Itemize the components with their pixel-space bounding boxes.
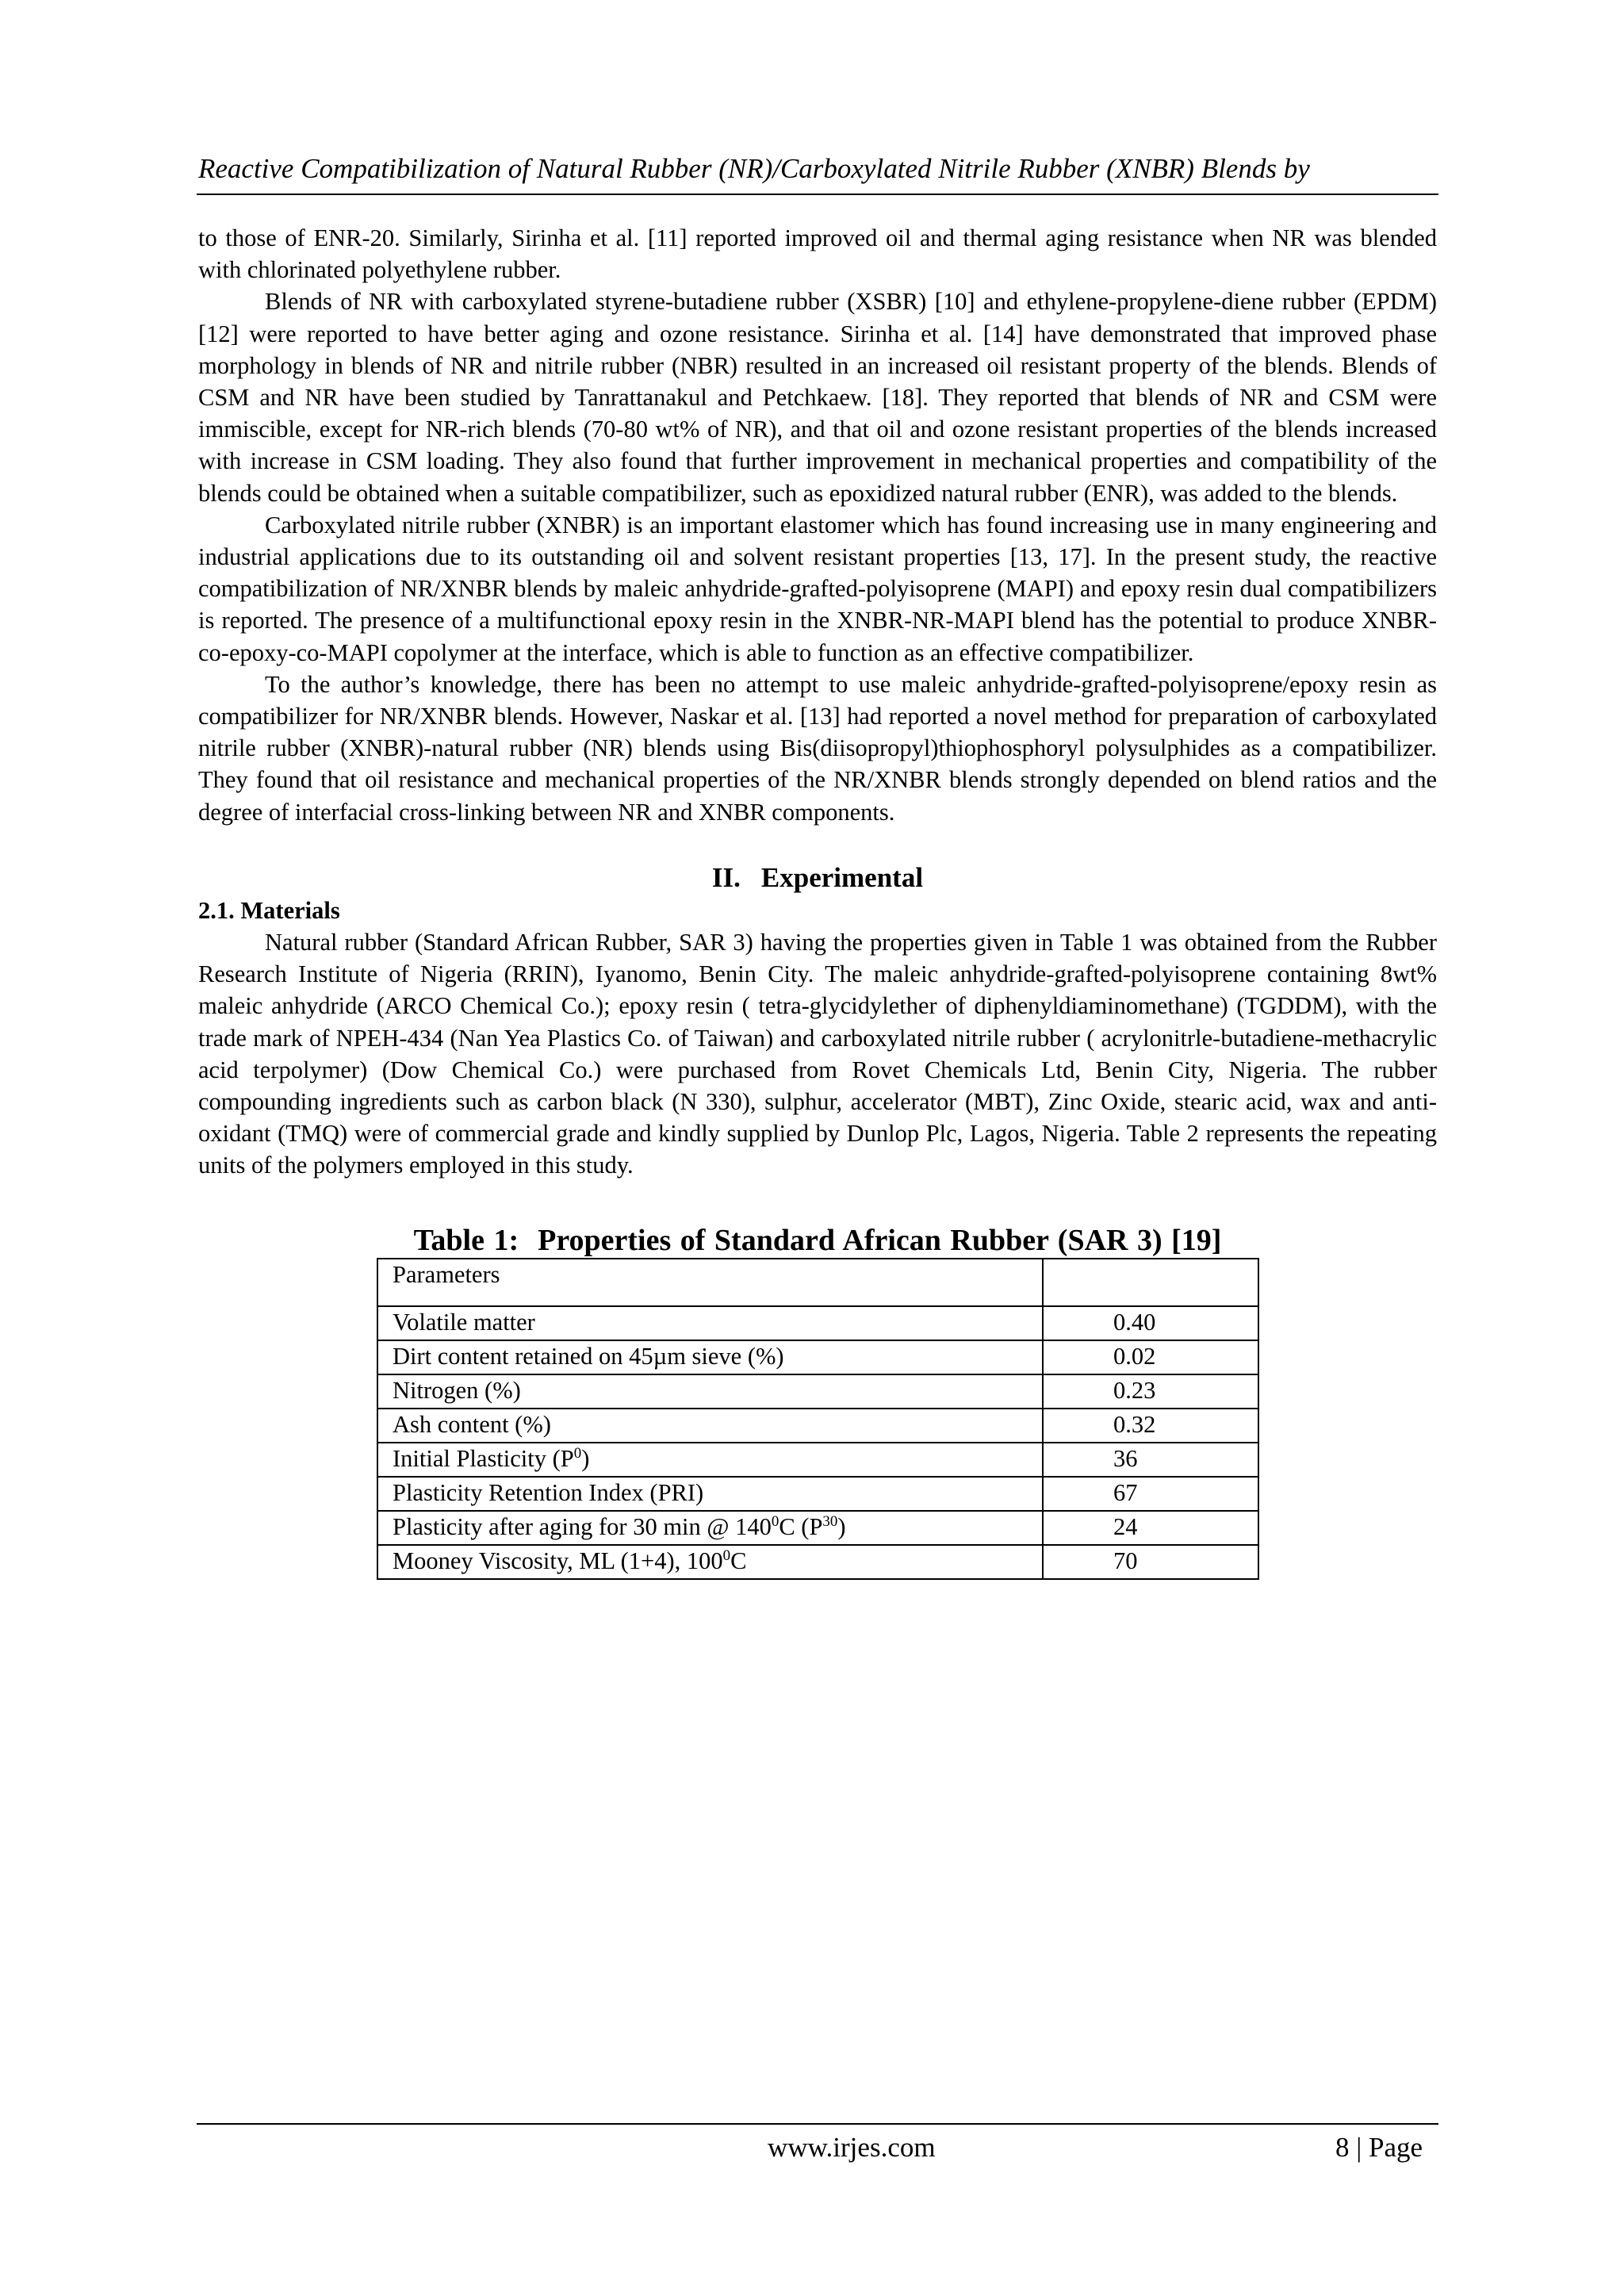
table-row [377,1443,1258,1477]
section-number: II. [711,861,741,893]
table-row [377,1409,1258,1443]
table-header-row [377,1259,1258,1306]
table-row [377,1545,1258,1579]
article-body [198,222,1437,1580]
table-cell-value: 0.23 [1043,1374,1258,1409]
table-cell-parameter [377,1545,1043,1579]
superscript: 0 [573,1444,582,1462]
superscript: 0 [771,1512,779,1530]
superscript: 30 [822,1512,838,1530]
paragraph: To the author’s knowledge, there has been no attempt to use maleic anhydride-grafted-polyisoprene/epoxy resin as compatibilizer for NR/XNBR blends. However, Naskar et al. [13] had reported a novel method for preparation of carboxylated nitrile rubber (XNBR)-natural rubber (NR) blends using Bis(diisopropyl)thiophosphoryl polysulphides as a compatibilizer. They found that oil resistance and mechanical properties of the NR/XNBR blends strongly depended on blend ratios and the degree of interfacial cross-linking between NR and XNBR components. [198,670,1437,826]
cell-text: Plasticity after aging for 30 min @ 140 [393,1512,772,1540]
table-cell-parameter [377,1443,1043,1477]
table-cell-parameter: Dirt content retained on 45µm sieve (%) [377,1340,1043,1374]
cell-text: ) [837,1512,846,1540]
cell-text: Initial Plasticity (P [393,1444,574,1472]
table-cell-parameter: Volatile matter [377,1306,1043,1340]
cell-text: C (P [779,1512,823,1540]
table-cell-value: 0.32 [1043,1409,1258,1443]
page-number: 8 | Page [1335,2132,1423,2163]
table-cell-parameter: Nitrogen (%) [377,1374,1043,1409]
subsection-heading: 2.1. Materials [198,896,340,924]
properties-table [377,1258,1259,1580]
cell-text: C [730,1547,747,1574]
table-cell-value: 24 [1043,1511,1258,1545]
table-cell-value: 0.40 [1043,1306,1258,1340]
cell-text: Mooney Viscosity, ML (1+4), 100 [393,1547,723,1574]
table-cell-value: 70 [1043,1545,1258,1579]
table-header-cell: Parameters [377,1259,1043,1306]
paragraph: Carboxylated nitrile rubber (XNBR) is an important elastomer which has found increasing use in many engineering and industrial applications due to its outstanding oil and solvent resistant properties [13, 17]. In the present study, the reactive compatibilization of NR/XNBR blends by maleic anhydride-grafted-polyisoprene (MAPI) and epoxy resin dual compatibilizers is reported. The presence of a multifunctional epoxy resin in the XNBR-NR-MAPI blend has the potential to produce XNBR-co-epoxy-co-MAPI copolymer at the interface, which is able to function as an effective compatibilizer. [198,511,1437,666]
paragraph: Blends of NR with carboxylated styrene-butadiene rubber (XSBR) [10] and ethylene-propylene-diene rubber (EPDM) [12] were reported to have better aging and ozone resistance. Sirinha et al. [14] have demonstrated that improved phase morphology in blends of NR and nitrile rubber (NBR) resulted in an increased oil resistant property of the blends. Blends of CSM and NR have been studied by Tanrattanakul and Petchkaew. [18]. They reported that blends of NR and CSM were immiscible, except for NR-rich blends (70-80 wt% of NR), and that oil and ozone resistant properties of the blends increased with increase in CSM loading. They also found that further improvement in mechanical properties and compatibility of the blends could be obtained when a suitable compatibilizer, such as epoxidized natural rubber (ENR), was added to the blends. [198,288,1437,507]
table-title: Properties of Standard African Rubber (SAR 3) [19] [538,1223,1222,1257]
section-title: Experimental [760,861,924,893]
section-heading [198,861,1437,895]
header-divider [197,194,1438,195]
table-cell-value: 0.02 [1043,1340,1258,1374]
table-row [377,1374,1258,1409]
table-cell-parameter: Plasticity Retention Index (PRI) [377,1477,1043,1511]
table-row [377,1477,1258,1511]
table-cell-value: 67 [1043,1477,1258,1511]
paragraph: to those of ENR-20. Similarly, Sirinha et al. [11] reported improved oil and thermal aging resistance when NR was blended with chlorinated polyethylene rubber. [198,224,1437,284]
table-row [377,1340,1258,1374]
superscript: 0 [722,1547,731,1564]
footer-divider [197,2123,1438,2125]
table-header-cell-empty [1043,1259,1258,1306]
table-row [377,1306,1258,1340]
footer-url: www.irjes.com [768,2132,936,2163]
paragraph: Natural rubber (Standard African Rubber, SAR 3) having the properties given in Table 1 was obtained from the Rubber Research Institute of Nigeria (RRIN), Iyanomo, Benin City. The maleic anhydride-grafted-polyisoprene containing 8wt% maleic anhydride (ARCO Chemical Co.); epoxy resin ( tetra-glycidylether of diphenyldiaminomethane) (TGDDM), with the trade mark of NPEH-434 (Nan Yea Plastics Co. of Taiwan) and carboxylated nitrile rubber ( acrylonitrle-butadiene-methacrylic acid terpolymer) (Dow Chemical Co.) were purchased from Rovet Chemicals Ltd, Benin City, Nigeria. The rubber compounding ingredients such as carbon black (N 330), sulphur, accelerator (MBT), Zinc Oxide, stearic acid, wax and anti-oxidant (TMQ) were of commercial grade and kindly supplied by Dunlop Plc, Lagos, Nigeria. Table 2 represents the repeating units of the polymers employed in this study. [198,929,1437,1179]
table-cell-value: 36 [1043,1443,1258,1477]
table-caption [198,1223,1437,1258]
table-row [377,1511,1258,1545]
cell-text: ) [581,1444,590,1472]
table-label: Table 1: [413,1223,519,1257]
table-cell-parameter [377,1511,1043,1545]
running-header: Reactive Compatibilization of Natural Rubber (NR)/Carboxylated Nitrile Rubber (XNBR) Blends by [198,153,1310,184]
table-cell-parameter: Ash content (%) [377,1409,1043,1443]
